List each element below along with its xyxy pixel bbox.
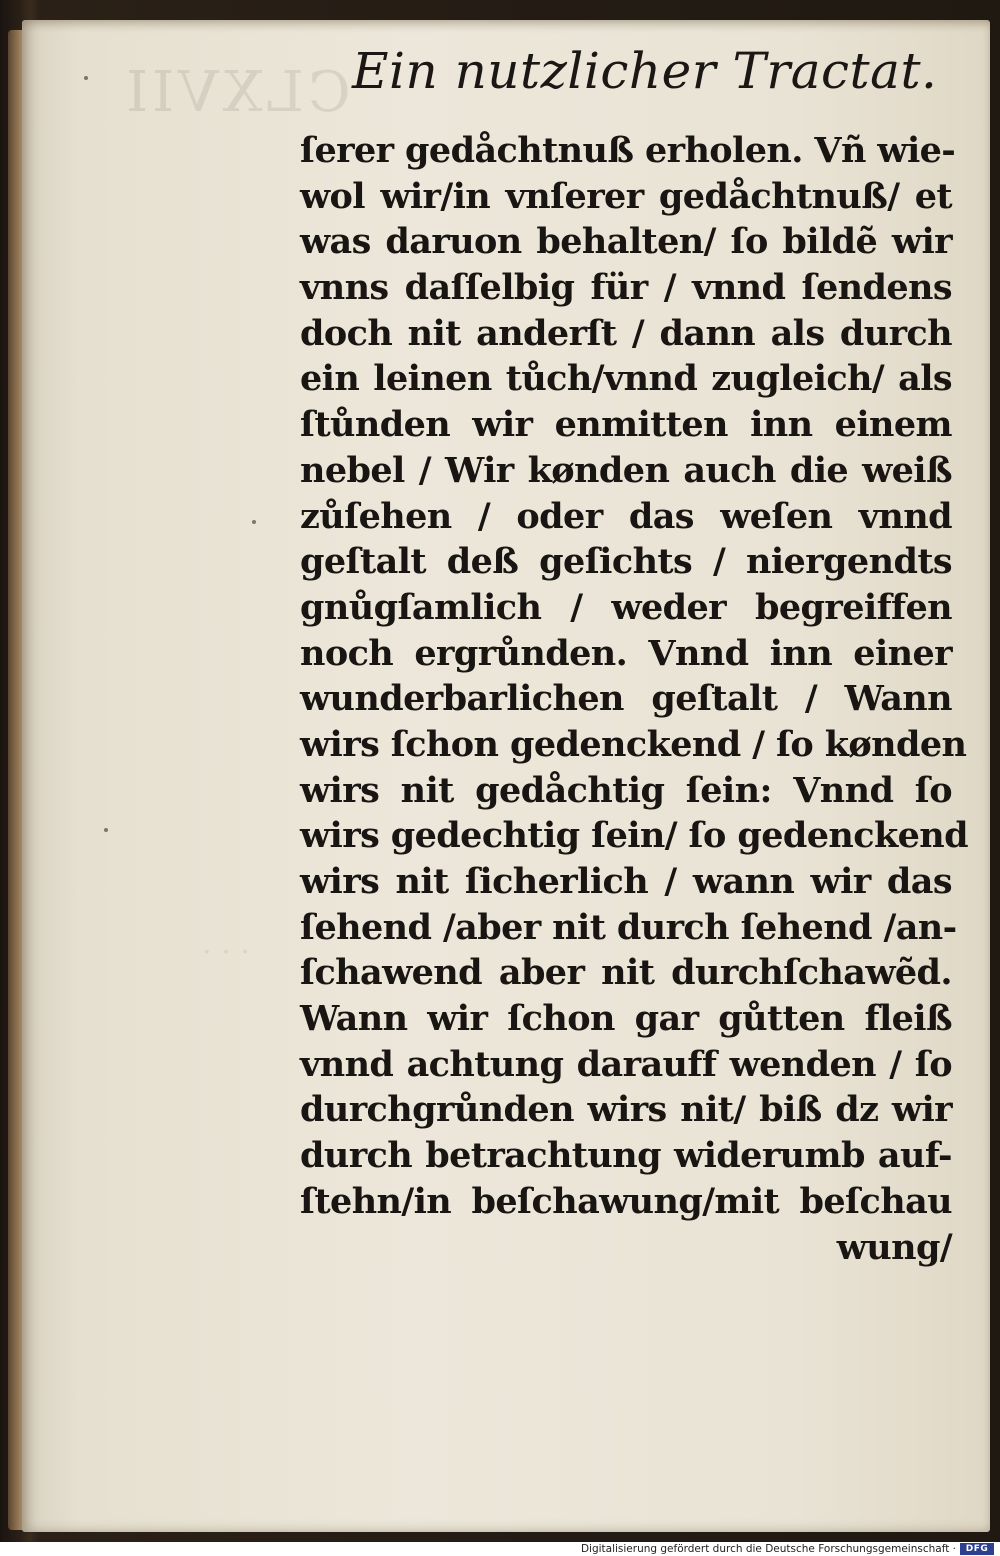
text-line: geſtalt deß geſichts / niergendts [300,541,952,583]
text-line: was daruon behalten/ ſo bildẽ wir [300,221,952,263]
text-line: ein leinen tůch/vnnd zugleich/ als [300,358,952,400]
text-line: ſehend /aber nit durch ſehend /an- [300,906,957,948]
text-line: wirs ſchon gedenckend / ſo kønden [300,723,967,765]
text-line: Wann wir ſchon gar gůtten fleiß [300,998,952,1040]
text-line: nebel / Wir kønden auch die weiß [300,449,952,491]
text-line: ſerer gedåchtnuß erholen. Vñ wie- [300,130,956,171]
text-line: doch nit anderſt / dann als durch [300,312,952,354]
text-line: wunderbarlichen geſtalt / Wann [300,678,952,720]
text-line: wirs nit gedåchtig ſein: Vnnd ſo [300,769,952,811]
text-line: wol wir/in vnſerer gedåchtnuß/ et [300,175,952,217]
text-line: vnns daſſelbig für / vnnd ſendens [300,267,952,309]
text-line: noch ergrůnden. Vnnd inn einer [300,632,952,674]
bleed-through-folio: CLXVII [122,60,351,125]
digitization-credit: Digitalisierung gefördert durch die Deutsche Forschungsgemeinschaft · [580,1543,956,1555]
text-line: durch betrachtung widerumb auf- [300,1135,952,1177]
text-block [300,128,969,1270]
dfg-logo[interactable]: DFG [960,1543,994,1555]
text-line: wirs gedechtig ſein/ ſo gedenckend [300,815,969,857]
text-line: ſtehn/in beſchawung/mit beſchau [300,1180,952,1222]
text-line: ſchawend aber nit durchſchawẽd. [300,952,952,994]
text-line: gnůgſamlich / weder begreiffen [300,586,952,628]
catchword-line: wung/ [836,1226,952,1268]
text-line: vnnd achtung darauff wenden / ſo [300,1043,952,1085]
text-line: ſtůnden wir enmitten inn einem [300,404,952,446]
bleed-through-smudge: · · · [202,935,250,970]
text-line: zůſehen / oder das weſen vnnd [300,495,952,537]
running-header: Ein nutzlicher Tractat. [352,42,938,100]
paper-speck [252,520,256,524]
paper-speck [104,828,108,832]
paper-speck [84,76,88,80]
text-line: wirs nit ſicherlich / wann wir das [300,861,952,902]
text-line: durchgrůnden wirs nit/ biß dz wir [300,1089,952,1131]
